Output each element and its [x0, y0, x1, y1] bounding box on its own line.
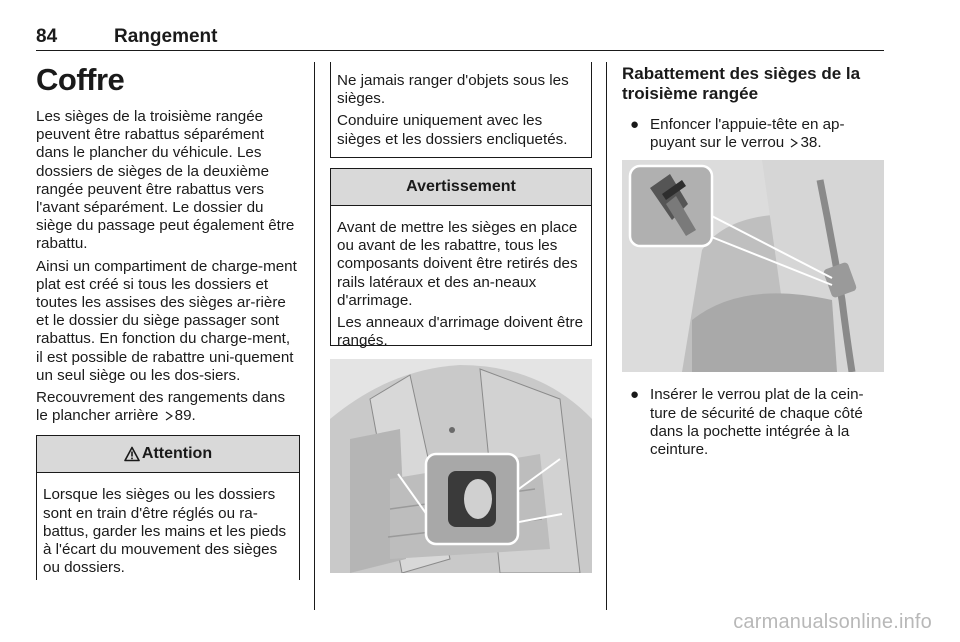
page-reference-icon — [790, 138, 798, 148]
attention-box-continued — [330, 62, 592, 158]
bullet-icon: ● — [630, 116, 640, 133]
attention-box-body — [37, 473, 299, 589]
warning-box — [330, 168, 592, 350]
paragraph: Ne jamais ranger d'objets sous les sièges. — [337, 72, 569, 108]
attention-box — [36, 435, 300, 580]
column-divider-right — [606, 62, 607, 610]
cargo-anchor-illustration — [330, 359, 592, 573]
paragraph: Les sièges de la troisième rangée peuvent être rabattus séparément dans le plancher du véhicule. Les dossiers de sièges de la deuxième rangée peuvent être rabattus vers l'avant séparément. Le dossier du siège du passage peut également être rabattu. — [36, 108, 295, 253]
attention-text: Lorsque les sièges ou les dossiers sont en train d'être réglés ou ra-battus, garder les mains et les pieds à l'écart du mouvement des sièges ou dossiers. — [43, 486, 287, 577]
section-heading-coffre: Coffre — [36, 62, 125, 97]
bullet-text: Enfoncer l'appuie-tête en ap-puyant sur le verrou — [650, 116, 845, 152]
headrest-lock-illustration — [622, 160, 884, 372]
bullet-text: Insérer le verrou plat de la cein-ture de sécurité de chaque côté dans la pochette intégrée à la ceinture. — [650, 386, 864, 459]
column-divider-left — [314, 62, 315, 610]
warning-box-title: Avertissement — [331, 169, 591, 206]
list-item — [622, 386, 884, 459]
list-item — [622, 116, 884, 152]
attention-box-title — [37, 436, 299, 473]
paragraph: Ainsi un compartiment de charge-ment plat est créé si tous les dossiers et toutes les assises des sièges ar-rière et le dossier du siège passager sont rabattus. En fonction du charge-ment, il est possible de rabattre uni-quement un seul siège ou les dos-siers. — [36, 257, 297, 384]
xref-text: Recouvrement des rangements dans le plancher arrière — [36, 389, 286, 425]
page-reference-icon — [165, 411, 173, 421]
warning-box-body — [331, 206, 591, 362]
paragraph: Conduire uniquement avec les sièges et les dossiers encliquetés. — [337, 112, 568, 148]
bullet-icon: ● — [630, 386, 640, 404]
xref-page[interactable]: 89. — [174, 407, 196, 425]
chapter-title: Rangement — [114, 26, 218, 47]
attention-label: Attention — [141, 445, 213, 463]
column-left — [36, 62, 300, 580]
warning-text: Avant de mettre les sièges en place ou avant de les rabattre, tous les composants doivent être retirés des rails latéraux et des an-neaux d'arrimage. — [337, 219, 578, 309]
warning-text: Les anneaux d'arrimage doivent être rangés. — [337, 314, 584, 350]
page-number: 84 — [36, 26, 58, 47]
column-right — [622, 62, 884, 469]
xref-page[interactable]: 38. — [800, 134, 822, 152]
warning-triangle-icon — [124, 446, 140, 462]
page-header — [36, 26, 884, 51]
paragraph-xref — [36, 389, 300, 425]
watermark: carmanualsonline.info — [733, 611, 932, 633]
column-middle — [330, 62, 592, 573]
section-heading-third-row: Rabattement des sièges de la troisième rangée — [622, 64, 861, 103]
